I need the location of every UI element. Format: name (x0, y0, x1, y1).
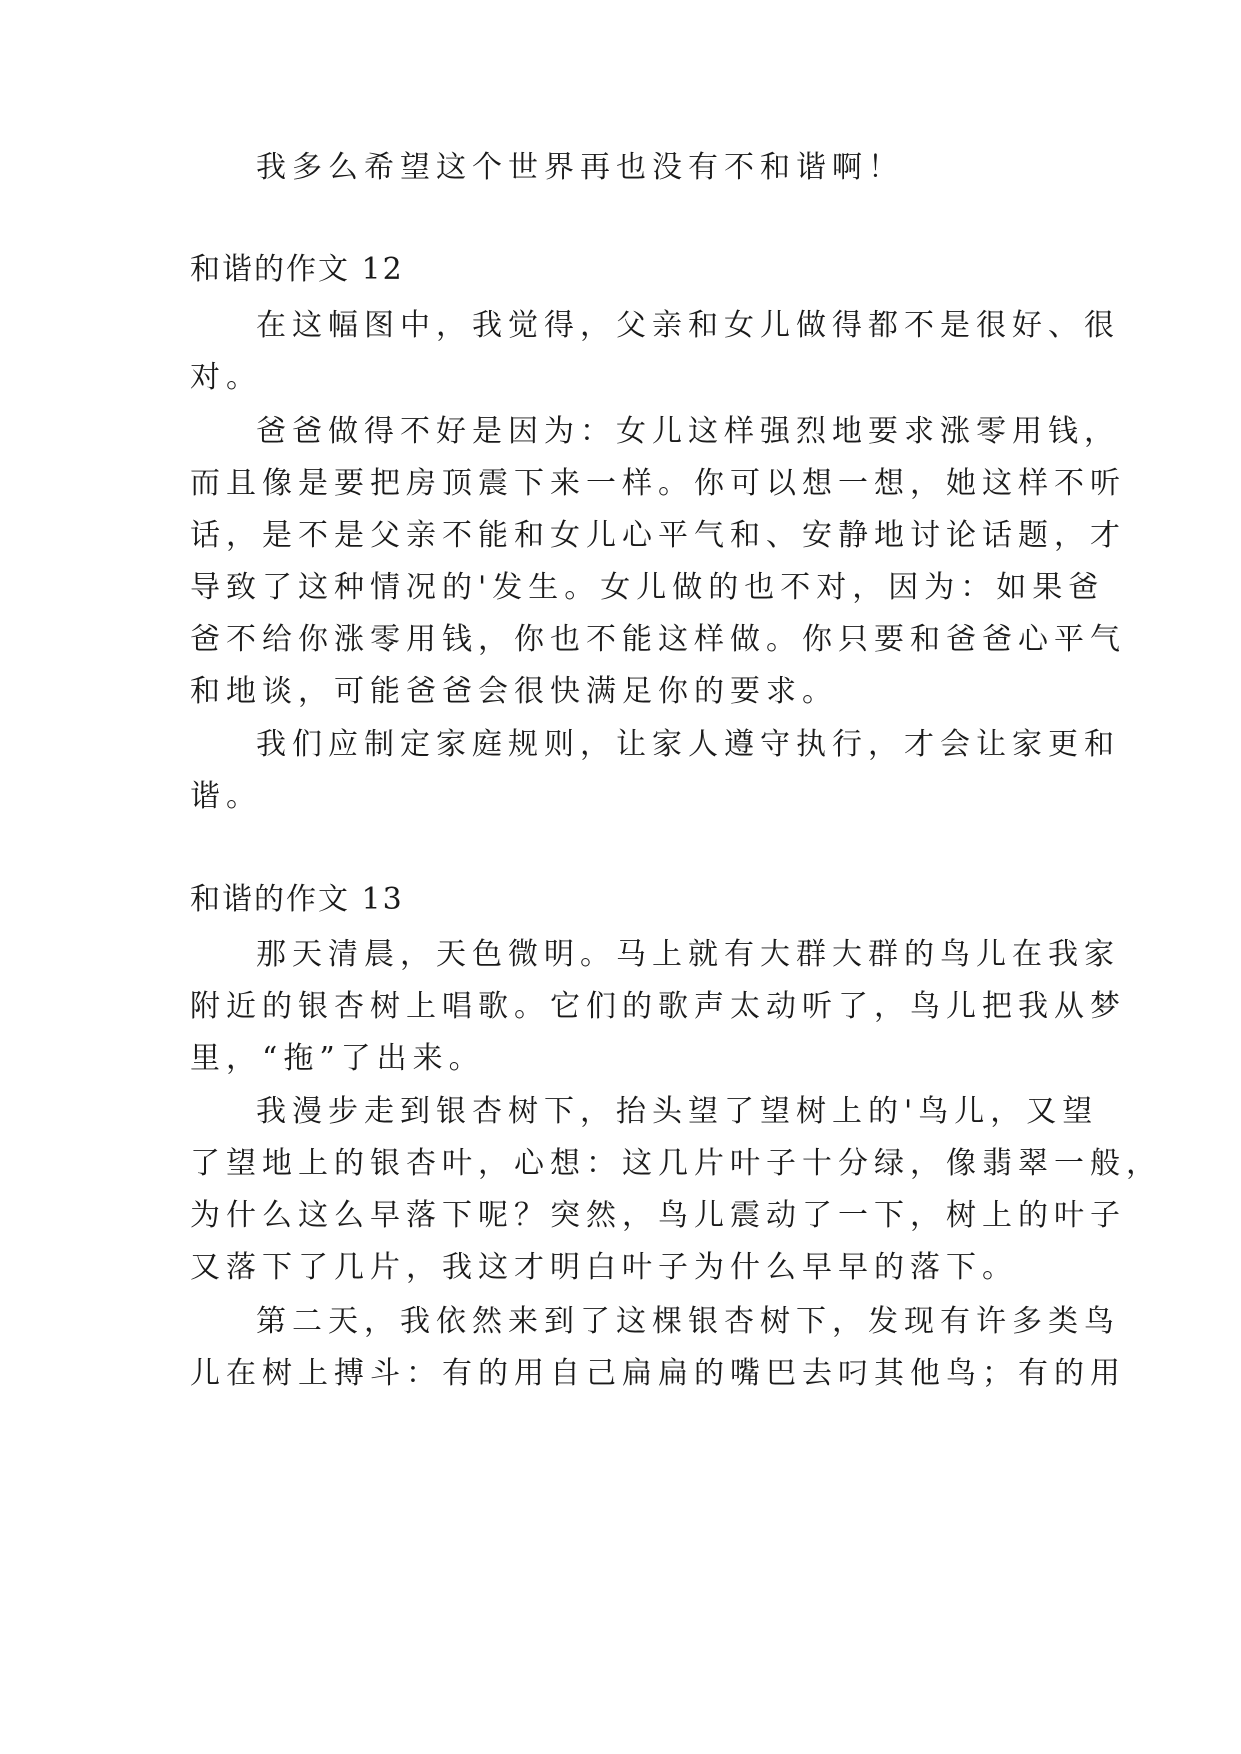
paragraph-line: 在这幅图中，我觉得，父亲和女儿做得都不是很好、很 (256, 308, 1120, 343)
paragraph-line: 了望地上的银杏叶，心想：这几片叶子十分绿，像翡翠一般， (190, 1146, 1162, 1181)
paragraph-line: 附近的银杏树上唱歌。它们的歌声太动听了，鸟儿把我从梦 (190, 989, 1126, 1024)
paragraph-line: 谐。 (190, 779, 262, 814)
paragraph-line: 第二天，我依然来到了这棵银杏树下，发现有许多类鸟 (256, 1304, 1120, 1339)
paragraph-line: 我漫步走到银杏树下，抬头望了望树上的'鸟儿，又望 (256, 1094, 1099, 1129)
paragraph-line: 导致了这种情况的'发生。女儿做的也不对，因为：如果爸 (190, 570, 1105, 605)
paragraph-line: 对。 (190, 360, 262, 395)
paragraph-line: 我们应制定家庭规则，让家人遵守执行，才会让家更和 (256, 727, 1120, 762)
paragraph-line: 又落下了几片，我这才明白叶子为什么早早的落下。 (190, 1250, 1018, 1285)
paragraph-line: 为什么这么早落下呢？突然，鸟儿震动了一下，树上的叶子 (190, 1198, 1126, 1233)
paragraph-line: 话，是不是父亲不能和女儿心平气和、安静地讨论话题，才 (190, 518, 1126, 553)
paragraph-line: 爸爸做得不好是因为：女儿这样强烈地要求涨零用钱， (256, 414, 1120, 449)
paragraph-line: 我多么希望这个世界再也没有不和谐啊！ (256, 150, 904, 185)
paragraph-line: 和地谈，可能爸爸会很快满足你的要求。 (190, 674, 838, 709)
essay-heading-12: 和谐的作文 12 (190, 252, 404, 287)
paragraph-line: 那天清晨，天色微明。马上就有大群大群的鸟儿在我家 (256, 937, 1120, 972)
paragraph-line: 儿在树上搏斗：有的用自己扁扁的嘴巴去叼其他鸟；有的用 (190, 1356, 1126, 1391)
essay-heading-13: 和谐的作文 13 (190, 882, 404, 917)
paragraph-line: 而且像是要把房顶震下来一样。你可以想一想，她这样不听 (190, 466, 1126, 501)
paragraph-line: 爸不给你涨零用钱，你也不能这样做。你只要和爸爸心平气 (190, 622, 1126, 657)
paragraph-line: 里，“拖”了出来。 (190, 1041, 485, 1076)
